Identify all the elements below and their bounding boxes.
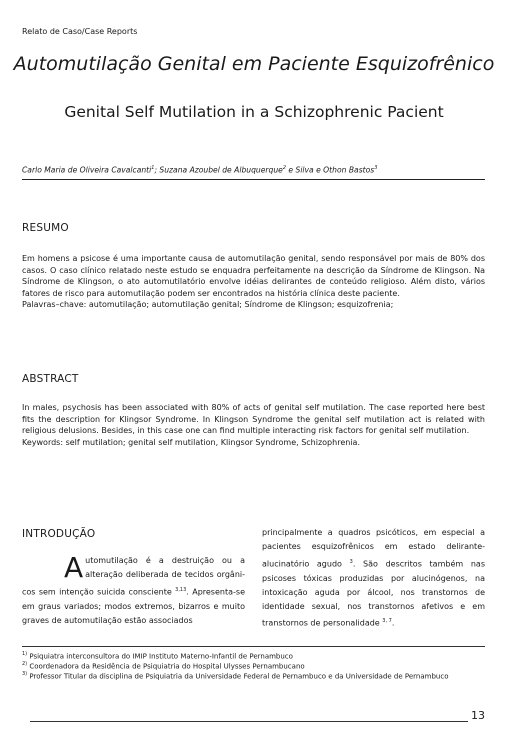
article-title-english: Genital Self Mutilation in a Schizophrenic Pacient (64, 103, 444, 121)
footnote-1-mark: 1) (22, 651, 28, 657)
article-title-portuguese: Automutilação Genital em Paciente Esquizofrênico (13, 53, 495, 75)
footnote-2-text: Coordenadora da Residência de Psiquiatria do Hospital Ulysses Pernambucano (27, 662, 305, 671)
abstract-section (22, 402, 485, 448)
author-2-mark: 2 (282, 165, 286, 171)
resumo-keywords-text: : automutilação; automutilação genital; Síndrome de Klingson; esquizofrenia; (83, 300, 394, 310)
intro-heading: INTRODUÇÃO (22, 528, 96, 540)
author-2: ; Suzana Azoubel de Albuquerque (154, 165, 283, 175)
footnote-1-text: Psiquiatra interconsultora do IMIP Instituto Materno-Infantil de Pernambuco (27, 652, 293, 661)
resumo-keywords-label: Palavras–chave (22, 300, 84, 310)
footnote-3 (22, 669, 485, 681)
author-3-mark: 3 (374, 165, 378, 171)
intro-right-ref-1: 3 (349, 558, 353, 565)
footnote-3-mark: 3) (22, 671, 28, 677)
page-number: 13 (471, 709, 485, 722)
abstract-keywords-text: : self mutilation; genital self mutilation, Klingsor Syndrome, Schizophrenia. (60, 437, 360, 447)
author-1: Carlo Maria de Oliveira Cavalcanti (22, 165, 152, 175)
intro-right-text-1: principalmente a quadros psicóticos, em especial a pacientes esquizofrênicos em estado delirante-alucinatório agudo (262, 528, 485, 569)
abstract-keywords-label: Keywords (22, 437, 61, 447)
intro-left-ref: 3,13 (175, 586, 187, 593)
intro-left-text-1: utomutilação é a destruição ou a alteração deliberada de tecidos orgâni-cos sem intenção suicida consciente (22, 556, 245, 597)
abstract-body: In males, psychosis has been associated with 80% of acts of genital self mutilation. The case reported here best fits the description for Klingsor Syndrome. In Klingson Syndrome the genital self mutilation act is related with religious delusions. Besides, in this case one can find multiple interacting risk factors for genital self mutilation. (22, 403, 485, 436)
resumo-keywords (22, 299, 485, 311)
intro-right-text-3: . (391, 619, 395, 629)
resumo-heading: RESUMO (22, 222, 69, 234)
resumo-body: Em homens a psicose é uma importante causa de automutilação genital, sendo responsável por mais de 80% dos casos. O caso clínico relatado neste estudo se enquadra perfeitamente na descrição da Síndrome de Klingson. Na Síndrome de Klingson, o ato automutilatório envolve idéias delirantes de conteúdo religioso. Além disto, vários fatores de risco para automutilação podem ser encontrados na história clínica deste paciente. (22, 254, 485, 298)
author-divider (22, 179, 485, 180)
footer-rule (30, 721, 468, 722)
intro-right-column (262, 526, 485, 631)
abstract-keywords (22, 437, 485, 449)
footnote-divider (22, 646, 485, 647)
section-tag: Relato de Caso/Case Reports (22, 27, 138, 36)
intro-left-text-2: . Apresenta-se em graus variados; modos extremos, bizarros e muito graves de automutilação estão associados (22, 587, 245, 625)
drop-cap: A (64, 551, 84, 584)
abstract-heading: ABSTRACT (22, 373, 79, 385)
intro-right-text-2: . São descritos também nas psicoses tóxicas produzidas por alucinógenos, na intoxicação aguda por álcool, nos transtornos de identidade sexual, nos transtornos afetivos e em transtornos de personalidade (262, 559, 485, 629)
intro-left-column (22, 551, 245, 628)
author-line (22, 165, 377, 175)
footnote-2-mark: 2) (22, 661, 28, 667)
author-3: e Silva e Othon Bastos (286, 165, 375, 175)
footnote-3-text: Professor Titular da disciplina de Psiquiatria da Universidade Federal de Pernambuco e da Universidade de Pernambuco (27, 672, 449, 681)
intro-right-ref-2: 3, 7 (382, 618, 392, 625)
resumo-section (22, 253, 485, 311)
author-1-mark: 1 (151, 165, 155, 171)
